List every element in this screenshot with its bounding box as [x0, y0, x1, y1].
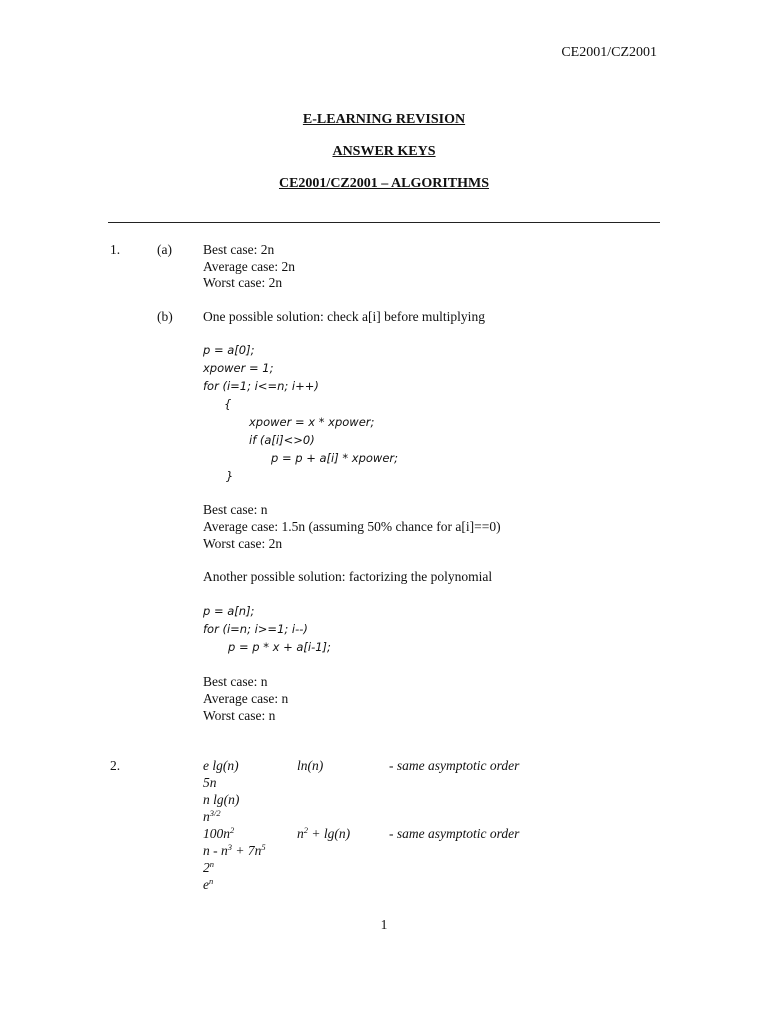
q1b-result1-average: Average case: 1.5n (assuming 50% chance for a[i]==0) — [203, 519, 501, 534]
q2-function-5n: 5n — [203, 775, 217, 790]
q2-function-n-3-2: $n^{3/2}$ — [203, 808, 221, 824]
course-code-header: CE2001/CZ2001 — [561, 45, 657, 60]
q1a-worst-case: Worst case: 2n — [203, 275, 283, 290]
code1-line: p = a[0]; — [203, 343, 255, 357]
q2-function-n2-lgn: $n^2 + \lg(n)$ — [297, 825, 351, 841]
title-elearning-revision: E-LEARNING REVISION — [302, 112, 466, 127]
q2-note-same-order: - same asymptotic order — [389, 826, 520, 841]
q2-function-nlgn: n lg(n) — [203, 792, 240, 807]
q1b-intro-1: One possible solution: check a[i] before multiplying — [203, 309, 485, 324]
q1a-average-case: Average case: 2n — [203, 259, 295, 274]
question-1a-label: (a) — [157, 242, 172, 257]
q2-note-same-order: - same asymptotic order — [389, 758, 520, 773]
code1-line: p = p + a[i] * xpower; — [271, 451, 398, 465]
q2-function-en: $e^n$ — [203, 876, 214, 892]
code1-line: xpower = 1; — [203, 361, 274, 375]
q2-function-lnn: ln(n) — [297, 758, 324, 773]
page-number: 1 — [380, 917, 388, 932]
title-answer-keys: ANSWER KEYS — [332, 144, 436, 159]
code1-line: xpower = x * xpower; — [249, 415, 375, 429]
code1-line: { — [224, 397, 232, 411]
code1-line: if (a[i]<>0) — [249, 433, 315, 447]
q1b-result1-best: Best case: n — [203, 502, 268, 517]
question-2-number: 2. — [110, 758, 121, 773]
code2-line: p = p * x + a[i-1]; — [228, 640, 331, 654]
title-course-algorithms: CE2001/CZ2001 – ALGORITHMS — [278, 176, 490, 191]
q2-function-polynomial: $n - n^3 + 7n^5$ — [203, 842, 266, 858]
q1a-best-case: Best case: 2n — [203, 242, 275, 257]
q2-function-2n: 2$^n$ — [203, 859, 214, 875]
q1b-intro-2: Another possible solution: factorizing the polynomial — [203, 569, 493, 584]
q1b-result2-worst: Worst case: n — [203, 708, 276, 723]
question-1-number: 1. — [110, 242, 121, 257]
q1b-result2-best: Best case: n — [203, 674, 268, 689]
question-1b-label: (b) — [157, 309, 173, 324]
horizontal-rule — [108, 222, 660, 223]
code1-line: for (i=1; i<=n; i++) — [203, 379, 319, 393]
code2-line: for (i=n; i>=1; i--) — [203, 622, 308, 636]
code2-line: p = a[n]; — [203, 604, 255, 618]
code1-line: } — [226, 469, 234, 483]
q1b-result2-average: Average case: n — [203, 691, 289, 706]
q2-function-100n2: $100n^2$ — [203, 825, 235, 841]
q2-function-elgn: e lg(n) — [203, 758, 239, 773]
q1b-result1-worst: Worst case: 2n — [203, 536, 283, 551]
